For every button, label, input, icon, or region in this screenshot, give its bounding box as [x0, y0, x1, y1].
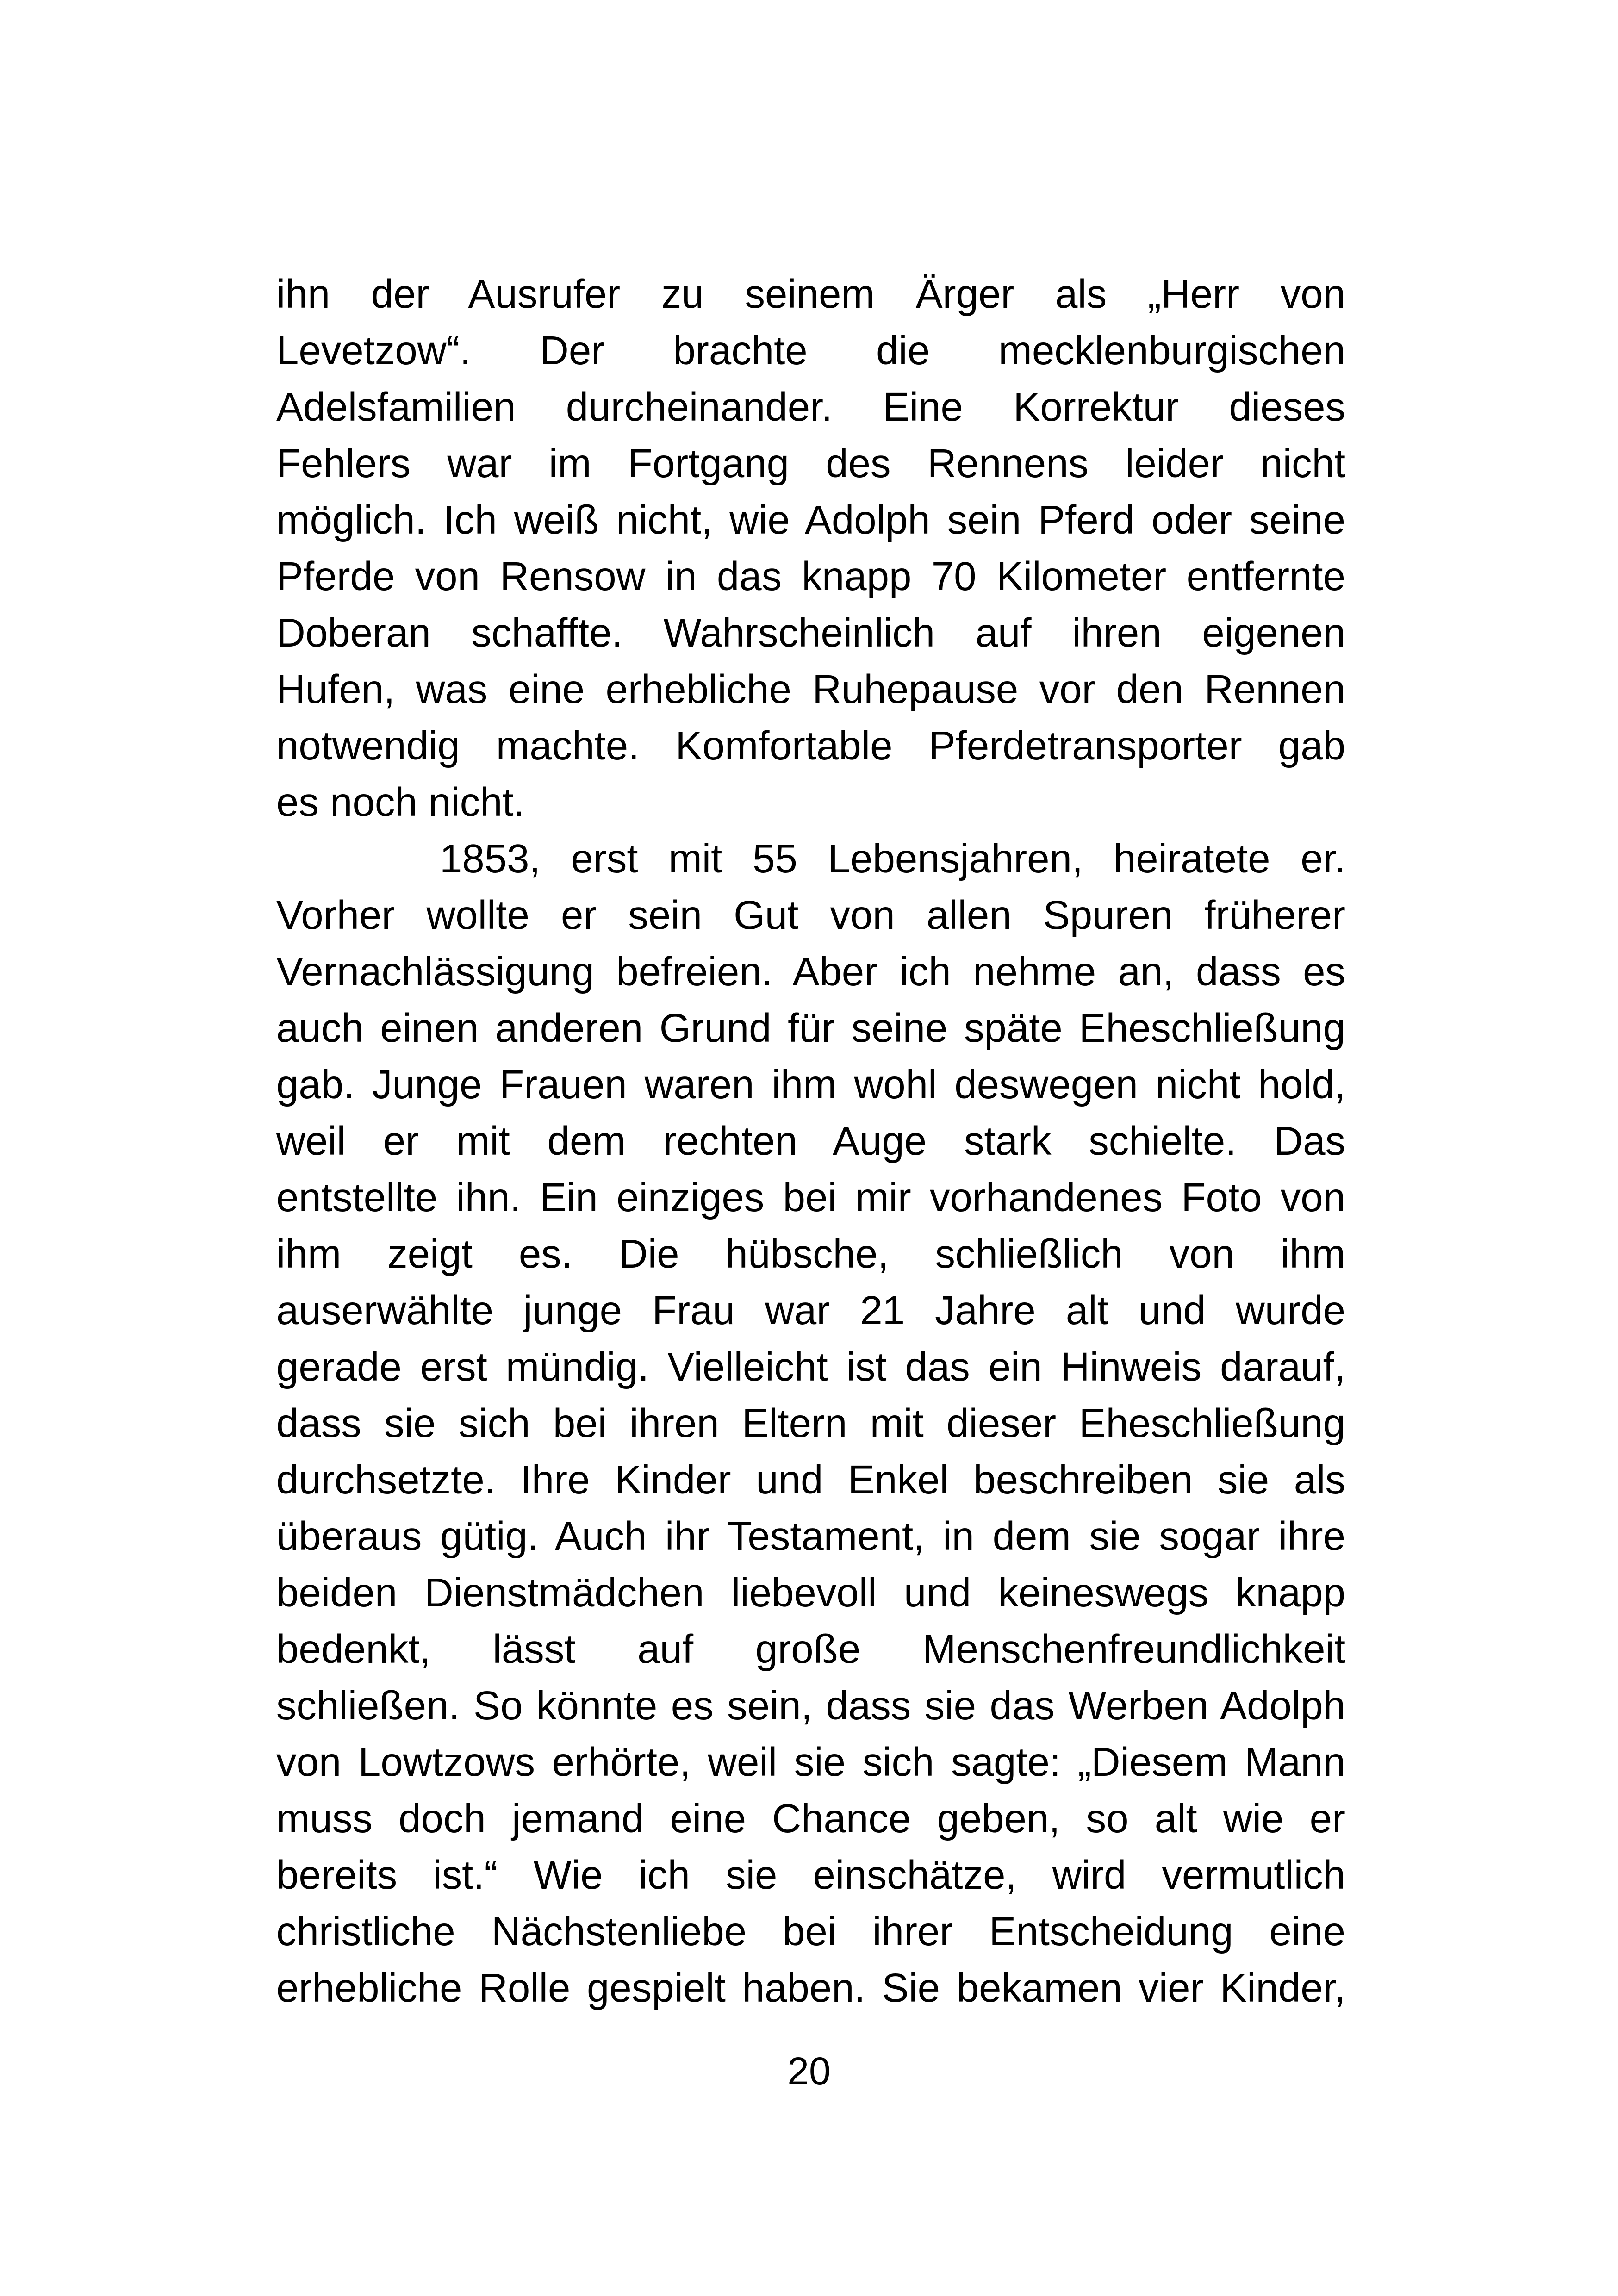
text-line: überaus gütig. Auch ihr Testament, in dem sie sogar ihre	[276, 1514, 1345, 1559]
text-line: Vorher wollte er sein Gut von allen Spuren früherer	[276, 893, 1345, 938]
text-line: christliche Nächstenliebe bei ihrer Entscheidung eine	[276, 1909, 1345, 1954]
text-line: Levetzow“. Der brachte die mecklenburgischen	[276, 328, 1345, 373]
paragraph-first-line: 1853, erst mit 55 Lebensjahren, heiratete er.	[440, 836, 1345, 881]
text-line: beiden Dienstmädchen liebevoll und keineswegs knapp	[276, 1570, 1345, 1615]
text-line: von Lowtzows erhörte, weil sie sich sagte: „Diesem Mann	[276, 1740, 1345, 1785]
text-line: auch einen anderen Grund für seine späte Eheschließung	[276, 1006, 1345, 1051]
text-line: Fehlers war im Fortgang des Rennens leider nicht	[276, 441, 1345, 486]
body-text	[276, 266, 1345, 2016]
text-line: ihm zeigt es. Die hübsche, schließlich von ihm	[276, 1232, 1345, 1276]
text-line: bedenkt, lässt auf große Menschenfreundlichkeit	[276, 1627, 1345, 1672]
page-number: 20	[787, 2049, 831, 2093]
text-line: ihn der Ausrufer zu seinem Ärger als „Herr von	[276, 272, 1345, 317]
text-line: auserwählte junge Frau war 21 Jahre alt und wurde	[276, 1288, 1345, 1333]
text-line: Doberan schaffte. Wahrscheinlich auf ihren eigenen	[276, 610, 1345, 655]
text-line: möglich. Ich weiß nicht, wie Adolph sein Pferd oder seine	[276, 498, 1345, 542]
text-line: es noch nicht.	[276, 780, 525, 825]
text-line: Hufen, was eine erhebliche Ruhepause vor den Rennen	[276, 667, 1345, 712]
text-line: bereits ist.“ Wie ich sie einschätze, wird vermutlich	[276, 1853, 1345, 1898]
text-line: gerade erst mündig. Vielleicht ist das ein Hinweis darauf,	[276, 1344, 1345, 1389]
text-line: Vernachlässigung befreien. Aber ich nehme an, dass es	[276, 949, 1345, 994]
text-line: schließen. So könnte es sein, dass sie das Werben Adolph	[276, 1683, 1345, 1728]
text-line: entstellte ihn. Ein einziges bei mir vorhandenes Foto von	[276, 1175, 1345, 1220]
text-line: notwendig machte. Komfortable Pferdetransporter gab	[276, 723, 1345, 768]
text-line: durchsetzte. Ihre Kinder und Enkel beschreiben sie als	[276, 1457, 1345, 1502]
text-line: dass sie sich bei ihren Eltern mit dieser Eheschließung	[276, 1401, 1345, 1446]
text-line: Pferde von Rensow in das knapp 70 Kilometer entfernte	[276, 554, 1345, 599]
text-line: erhebliche Rolle gespielt haben. Sie bekamen vier Kinder,	[276, 1966, 1345, 2010]
text-line: gab. Junge Frauen waren ihm wohl deswegen nicht hold,	[276, 1062, 1345, 1107]
text-line: Adelsfamilien durcheinander. Eine Korrektur dieses	[276, 385, 1345, 429]
text-line: weil er mit dem rechten Auge stark schielte. Das	[276, 1119, 1345, 1164]
text-line: muss doch jemand eine Chance geben, so alt wie er	[276, 1796, 1345, 1841]
